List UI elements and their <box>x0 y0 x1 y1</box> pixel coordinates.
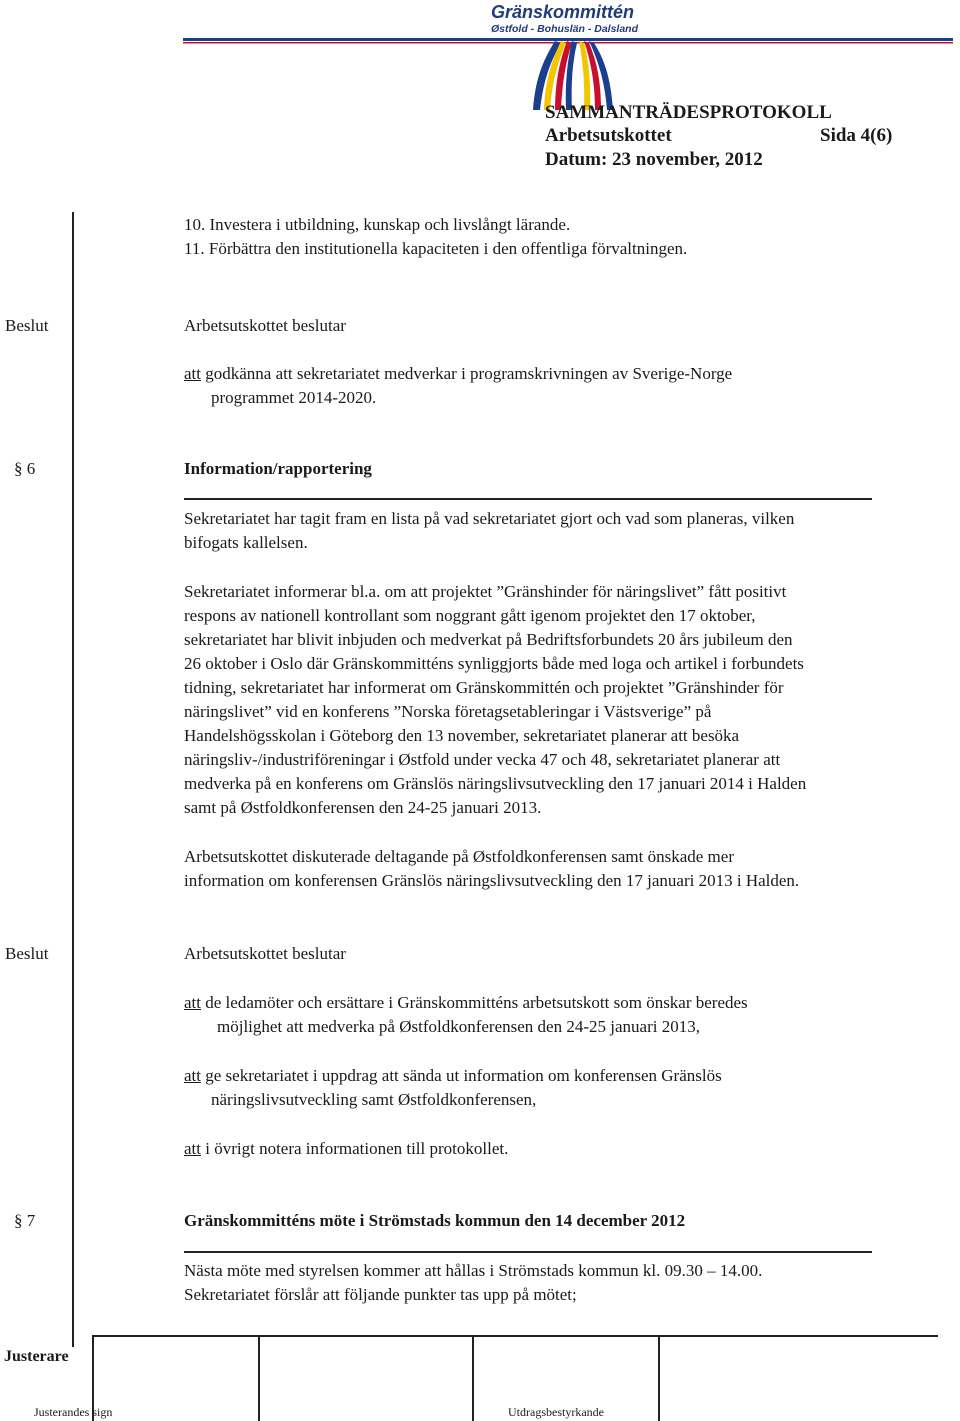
protocol-date: Datum: 23 november, 2012 <box>545 149 763 170</box>
section-number <box>14 1209 35 1233</box>
decision-continuation: möjlighet att medverka på Østfoldkonferensen den 24-25 januari 2013, <box>217 1017 700 1036</box>
footer-divider <box>472 1335 474 1421</box>
protocol-title: SAMMANTRÄDESPROTOKOLL <box>545 102 832 123</box>
beslut-label: Beslut <box>5 316 49 335</box>
section-title: Information/rapportering <box>184 459 372 478</box>
paragraph-line: Sekretariatet informerar bl.a. om att projektet ”Gränshinder för näringslivet” fått positivt <box>184 582 787 601</box>
section-title: Gränskommitténs möte i Strömstads kommun den 14 december 2012 <box>184 1211 686 1230</box>
paragraph-line: respons av nationell kontrollant som noggrant gått igenom projektet den 17 oktober, <box>184 606 756 625</box>
logo-ribbon-icon <box>183 0 953 112</box>
paragraph-symbol: § <box>14 459 23 478</box>
paragraph-line: bifogats kallelsen. <box>184 533 308 552</box>
footer-divider <box>658 1335 660 1421</box>
page-number: Sida 4(6) <box>820 125 893 146</box>
decision-line <box>184 991 748 1015</box>
paragraph-line: Handelshögsskolan i Göteborg den 13 november, sekretariatet planerar att besöka <box>184 726 740 745</box>
decision-line <box>184 1137 508 1161</box>
paragraph-line: medverka på en konferens om Gränslös näringslivsutveckling den 17 januari 2014 i Halden <box>184 774 807 793</box>
decision-continuation: näringslivsutveckling samt Østfoldkonferensen, <box>211 1090 537 1109</box>
decision-text: ge sekretariatet i uppdrag att sända ut information om konferensen Gränslös <box>201 1066 722 1085</box>
decision-line <box>184 1064 722 1088</box>
logo-subtitle: Østfold - Bohuslän - Dalsland <box>491 23 639 35</box>
paragraph-line: tidning, sekretariatet har informerat om Gränskommittén och projektet ”Gränshinder för <box>184 678 784 697</box>
organization-logo <box>183 0 953 112</box>
beslut-label: Beslut <box>5 944 49 963</box>
paragraph-line: samt på Østfoldkonferensen den 24-25 januari 2013. <box>184 798 542 817</box>
paragraph-line: 26 oktober i Oslo där Gränskommitténs synliggjorts både med loga och artikel i forbundets <box>184 654 804 673</box>
att-keyword: att <box>184 364 201 383</box>
section-number-value: 6 <box>26 459 36 478</box>
footer-utdragsbestyrkande: Utdragsbestyrkande <box>508 1405 604 1419</box>
paragraph-line: Nästa möte med styrelsen kommer att hållas i Strömstads kommun kl. 09.30 – 14.00. <box>184 1261 763 1280</box>
section-number-value: 7 <box>26 1211 36 1230</box>
logo-brand-text: Gränskommittén <box>491 2 635 22</box>
committee-name: Arbetsutskottet <box>545 125 672 146</box>
footer-justerandes-sign: Justerandes sign <box>34 1405 113 1419</box>
decision-text: i övrigt notera informationen till protokollet. <box>201 1139 509 1158</box>
footer-top-rule <box>92 1335 938 1337</box>
decision-line <box>184 362 732 386</box>
section-number <box>14 457 35 481</box>
beslut-heading: Arbetsutskottet beslutar <box>184 316 346 335</box>
paragraph-line: information om konferensen Gränslös näringslivsutveckling den 17 januari 2013 i Halden. <box>184 871 800 890</box>
att-keyword: att <box>184 1139 201 1158</box>
section-rule <box>184 498 872 500</box>
paragraph-line: Arbetsutskottet diskuterade deltagande på Østfoldkonferensen samt önskade mer <box>184 847 734 866</box>
paragraph-line: Sekretariatet förslår att följande punkter tas upp på mötet; <box>184 1285 577 1304</box>
beslut-heading: Arbetsutskottet beslutar <box>184 944 346 963</box>
list-item: 11. Förbättra den institutionella kapaciteten i den offentliga förvaltningen. <box>184 239 688 258</box>
decision-text: godkänna att sekretariatet medverkar i programskrivningen av Sverige-Norge <box>201 364 733 383</box>
footer-justerare-label: Justerare <box>4 1348 69 1365</box>
margin-line <box>72 212 74 1347</box>
decision-text: de ledamöter och ersättare i Gränskommitténs arbetsutskott som önskar beredes <box>201 993 748 1012</box>
att-keyword: att <box>184 1066 201 1085</box>
paragraph-line: Sekretariatet har tagit fram en lista på vad sekretariatet gjort och vad som planeras, vilken <box>184 509 795 528</box>
decision-continuation: programmet 2014-2020. <box>211 388 377 407</box>
paragraph-line: näringsliv-/industriföreningar i Østfold under vecka 47 och 48, sekretariatet planerar att <box>184 750 781 769</box>
paragraph-line: sekretariatet har blivit inbjuden och medverkat på Bedriftsforbundets 20 års jubileum den <box>184 630 793 649</box>
list-item: 10. Investera i utbildning, kunskap och livslångt lärande. <box>184 215 571 234</box>
att-keyword: att <box>184 993 201 1012</box>
paragraph-symbol: § <box>14 1211 23 1230</box>
section-rule <box>184 1251 872 1253</box>
footer-divider <box>258 1335 260 1421</box>
paragraph-line: näringslivet” vid en konferens ”Norska företagsetableringar i Västsverige” på <box>184 702 712 721</box>
